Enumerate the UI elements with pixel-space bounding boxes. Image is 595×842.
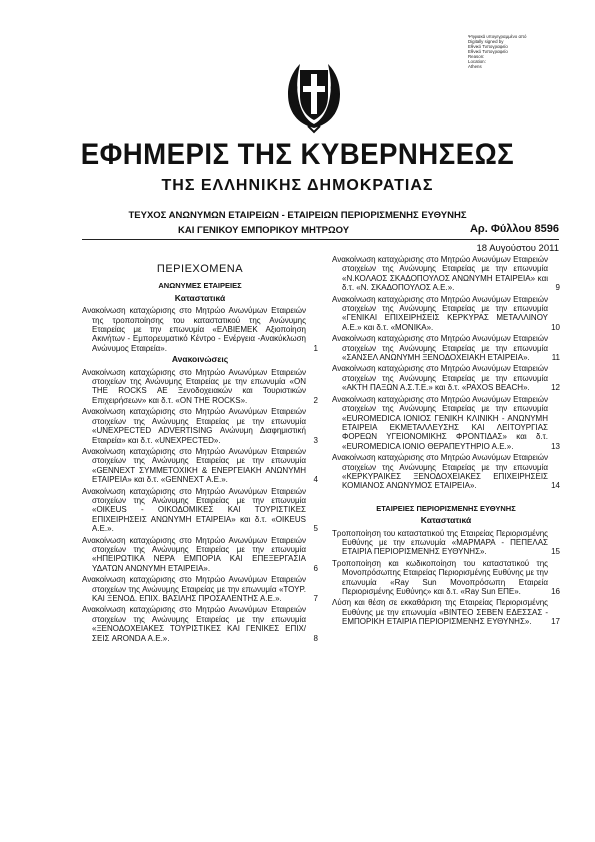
toc-left-column (82, 265, 318, 645)
toc-entry[interactable] (332, 255, 560, 293)
toc-entry[interactable] (332, 453, 560, 491)
toc-entry[interactable] (332, 364, 560, 392)
series-line-1: ΤΕΥΧΟΣ ΑΝΩΝΥΜΩΝ ΕΤΑΙΡΕΙΩΝ - ΕΤΑΙΡΕΙΩΝ ΠΕΡΙΟΡΙΣΜΕΝΗΣ ΕΥΘΥΝΗΣ (128, 210, 467, 221)
toc-entry-page: 17 (551, 617, 560, 627)
toc-entry[interactable] (82, 575, 318, 603)
toc-entry-text: Ανακοίνωση καταχώρισης στο Μητρώο Ανωνύμων Εταιρειών στοιχείων της Ανώνυμης Εταιρείας με την επωνυμία «Ν.ΚΟΛΑΟΣ ΣΚΑΔΟΠΟΥΛΟΣ ΑΝΩΝΥΜΗ ΕΤΑΙΡΕΙΑ» και δ.τ. «Ν. ΣΚΑΔΟΠΟΥΛΟΣ Α.Ε.». (332, 255, 548, 293)
toc-entry-page: 1 (313, 343, 318, 353)
toc-entry-text: Ανακοίνωση καταχώρισης στο Μητρώο Ανωνύμων Εταιρειών στοιχείων της Ανώνυμης Εταιρείας με την επωνυμία «ΤΟΥΡ. ΚΑΙ ΞΕΝΟΔ. ΕΠΙΧ. ΒΑΣΙΛΗΣ ΠΡΟΣΑΛΕΝΤΗΣ Α.Ε.». (82, 575, 306, 603)
toc-entry-text: Ανακοίνωση καταχώρισης στο Μητρώο Ανωνύμων Εταιρειών στοιχείων της Ανώνυμης Εταιρείας με την επωνυμία «ΞΕΝΟΔΟΧΕΙΑΚΕΣ ΤΟΥΡΙΣΤΙΚΕΣ ΚΑΙ ΓΕΝΙΚΕΣ ΕΠΙΧ/ΣΕΙΣ ARONDA Α.Ε.». (82, 605, 306, 643)
signature-line: Athens (468, 64, 482, 69)
toc-entry-page: 11 (551, 353, 560, 363)
toc-entry-page: 7 (313, 594, 318, 603)
section-spacer (332, 493, 560, 501)
toc-entry[interactable] (82, 487, 318, 534)
signature-line: Digitally signed by (468, 39, 504, 44)
coat-of-arms-icon (286, 58, 342, 134)
toc-entry-page: 8 (313, 633, 318, 643)
toc-entry[interactable] (82, 407, 318, 445)
subsection-heading-announcements: Ανακοινώσεις (171, 354, 229, 365)
toc-entry-page: 16 (551, 587, 560, 596)
subsection-heading-limited-statutes: Καταστατικά (420, 515, 472, 526)
toc-right-column (332, 255, 560, 629)
toc-entry-page: 5 (313, 524, 318, 534)
toc-entry-page: 6 (313, 563, 318, 573)
toc-entry-text: Τροποποίηση και κωδικοποίηση του καταστατικού της Μονοπρόσωπης Εταιρείας Περιορισμένης Ευθύνης με την επωνυμία «Ray Sun Μονοπρόσωπη Εταιρεία Περιορισμένης Ευθύνης» και δ.τ. «Ray Sun ΕΠΕ». (332, 558, 548, 596)
toc-entry[interactable] (332, 334, 560, 362)
toc-entry-page: 15 (551, 547, 560, 557)
toc-entry[interactable] (82, 605, 318, 643)
series-line-2: ΚΑΙ ΓΕΝΙΚΟΥ ΕΜΠΟΡΙΚΟΥ ΜΗΤΡΩΟΥ (178, 225, 350, 236)
toc-entry-text: Ανακοίνωση καταχώρισης στο Μητρώο Ανωνύμων Εταιρειών στοιχείων της Ανώνυμης Εταιρείας με την επωνυμία «ON THE ROCKS ΑΕ Ξενοδοχειακών και Τουριστικών Επιχειρήσεων» και δ.τ. «ON THE ROCKS». (82, 367, 306, 405)
signature-line: Reason: (468, 54, 485, 59)
toc-entry-page: 14 (551, 481, 560, 491)
toc-entry-page: 3 (313, 435, 318, 445)
subsection-heading-statutes: Καταστατικά (174, 292, 226, 303)
toc-entry[interactable] (332, 295, 560, 333)
toc-entry-text: Ανακοίνωση καταχώρισης στο Μητρώο Ανωνύμων Εταιρειών στοιχείων της Ανώνυμης Εταιρείας με την επωνυμία «ΚΕΡΚΥΡΑΙΚΕΣ ΞΕΝΟΔΟΧΕΙΑΚΕΣ ΕΠΙΧΕΙΡΗΣΕΙΣ ΚΟΜΙΑΝΟΣ ΑΝΩΝΥΜΟΣ ΕΤΑΙΡΕΙΑ». (332, 453, 548, 491)
toc-entry-text: Ανακοίνωση καταχώρισης στο Μητρώο Ανωνύμων Εταιρειών στοιχείων της Ανώνυμης Εταιρείας με την επωνυμία «GENNEXT ΣΥΜΜΕΤΟΧΙΚΗ & ΕΝΕΡΓΕΙΑΚΗ ΑΝΩΝΥΜΗ ΕΤΑΙΡΕΙΑ» και δ.τ. «GENNEXT Α.Ε.». (82, 446, 306, 485)
signature-line: Εθνικό Τυπογραφείο (468, 44, 508, 49)
toc-entry-text: Λύση και θέση σε εκκαθάριση της Εταιρείας Περιορισμένης Ευθύνης με την επωνυμία «ΒΙΝΤΕΟ ΣΕΒΕΝ ΕΔΕΣΣΑΣ - ΕΜΠΟΡΙΚΗ ΕΤΑΙΡΙΑ ΠΕΡΙΟΡΙΣΜΕΝΗΣ ΕΥΘΥΝΗΣ». (332, 598, 548, 627)
toc-entry-page: 12 (551, 383, 560, 393)
digital-signature (468, 34, 548, 69)
section-heading-limited: ΕΤΑΙΡΕΙΕΣ ΠΕΡΙΟΡΙΣΜΕΝΗΣ ΕΥΘΥΝΗΣ (376, 503, 516, 513)
section-heading-anonymous: ΑΝΩΝΥΜΕΣ ΕΤΑΙΡΕΙΕΣ (158, 281, 242, 291)
toc-entry[interactable] (82, 306, 318, 353)
gazette-title: ΕΦΗΜΕΡΙΣ ΤΗΣ ΚΥΒΕΡΝΗΣΕΩΣ (80, 138, 515, 171)
toc-title: ΠΕΡΙΕΧΟΜΕΝΑ (156, 263, 244, 275)
toc-entry-page: 4 (313, 475, 318, 485)
toc-entry[interactable] (82, 368, 318, 406)
header-divider (82, 239, 559, 240)
toc-entry-page: 13 (551, 441, 560, 451)
signature-line: Ψηφιακά υπογεγραμμένο από (468, 34, 527, 39)
issue-number: Αρ. Φύλλου 8596 (469, 223, 559, 235)
toc-entry-text: Ανακοίνωση καταχώρισης στο Μητρώο Ανωνύμων Εταιρειών στοιχείων της Ανώνυμης Εταιρείας με την επωνυμία «EUROMEDICA ΙΟΝΙΟΣ ΓΕΝΙΚΗ ΚΛΙΝΙΚΗ - ΑΝΩΝΥΜΗ ΕΤΑΙΡΕΙΑ ΕΚΜΕΤΑΛΛΕΥΣΗΣ ΚΑΙ ΛΕΙΤΟΥΡΓΙΑΣ ΦΟΡΕΩΝ ΥΓΕΙΟΝΟΜΙΚΗΣ ΦΡΟΝΤΙΔΑΣ» και δ.τ. «EUROMEDICA ΙΟΝΙΟ ΘΕΡΑΠΕΥΤΗΡΙΟ Α.Ε.». (332, 394, 548, 451)
signature-line: Εθνικό Τυπογραφείο (468, 49, 508, 54)
toc-entry-text: Τροποποίηση του καταστατικού της Εταιρείας Περιορισμένης Ευθύνης με την επωνυμία «ΜΑΡΜΑΡΑ - ΠΕΠΕΛΑΣ ΕΤΑΙΡΙΑ ΠΕΡΙΟΡΙΣΜΕΝΗΣ ΕΥΘΥΝΗΣ». (332, 528, 548, 557)
toc-entry-text: Ανακοίνωση καταχώρισης στο Μητρώο Ανωνύμων Εταιρειών στοιχείων της Ανώνυμης Εταιρείας με την επωνυμία «ΣΑΝΣΕΛ ΑΝΩΝΥΜΗ ΞΕΝΟΔΟΧΕΙΑΚΗ ΕΤΑΙΡΕΙΑ». (332, 334, 548, 363)
toc-entry-page: 9 (555, 283, 560, 293)
toc-entry-text: Ανακοίνωση καταχώρισης στο Μητρώο Ανωνύμων Εταιρειών στοιχείων της Ανώνυμης Εταιρείας με την επωνυμία «ΗΠΕΙΡΩΤΙΚΑ ΝΕΡΑ ΕΜΠΟΡΙΑ ΚΑΙ ΕΠΕΞΕΡΓΑΣΙΑ ΥΔΑΤΩΝ ΑΝΩΝΥΜΗ ΕΤΑΙΡΕΙΑ». (82, 535, 306, 573)
issue-date: 18 Αυγούστου 2011 (476, 243, 559, 254)
toc-entry[interactable] (332, 559, 560, 597)
toc-entry[interactable] (82, 447, 318, 485)
toc-entry[interactable] (332, 529, 560, 557)
gazette-subtitle: ΤΗΣ ΕΛΛΗΝΙΚΗΣ ΔΗΜΟΚΡΑΤΙΑΣ (161, 177, 434, 194)
toc-entry[interactable] (332, 598, 560, 626)
toc-entry-text: Ανακοίνωση καταχώρισης στο Μητρώο Ανωνύμων Εταιρειών της τροποποίησης του καταστατικού της Ανώνυμης Εταιρείας με την επωνυμία «ΕΛΒΙΕΜΕΚ Αξιοποίηση Ακινήτων - Εμπορευματικό Κέντρο - Ενέργεια -Ανακύκλωση Ανώνυμος Εταιρεία». (82, 306, 306, 353)
toc-entry-text: Ανακοίνωση καταχώρισης στο Μητρώο Ανωνύμων Εταιρειών στοιχείων της Ανώνυμης Εταιρείας με την επωνυμία «OIKEUS - ΟΙΚΟΔΟΜΙΚΕΣ ΚΑΙ ΤΟΥΡΙΣΤΙΚΕΣ ΕΠΙΧΕΙΡΗΣΕΙΣ ΑΝΩΝΥΜΗ ΕΤΑΙΡΕΙΑ» και δ.τ. «OIKEUS Α.Ε.». (82, 486, 306, 534)
toc-entry-page: 10 (551, 322, 560, 332)
toc-entry-text: Ανακοίνωση καταχώρισης στο Μητρώο Ανωνύμων Εταιρειών στοιχείων της Ανώνυμης Εταιρείας με την επωνυμία «ΑΚΤΗ ΠΑΞΩΝ Α.Σ.Τ.Ε.» και δ.τ. «PAXOS BEACH». (332, 364, 548, 393)
toc-entry[interactable] (332, 395, 560, 451)
toc-entry-text: Ανακοίνωση καταχώρισης στο Μητρώο Ανωνύμων Εταιρειών στοιχείων της Ανώνυμης Εταιρείας με την επωνυμία «UNEXPECTED ADVERTISING Ανώνυμη Διαφημιστική Εταιρεία» και δ.τ. «UNEXPECTED». (82, 407, 306, 445)
toc-entry-text: Ανακοίνωση καταχώρισης στο Μητρώο Ανωνύμων Εταιρειών στοιχείων της Ανώνυμης Εταιρείας με την επωνυμία «ΓΕΝΙΚΑΙ ΕΠΙΧΕΙΡΗΣΕΙΣ ΚΕΡΚΥΡΑΣ ΜΕΤΑΛΛΙΝΟΥ Α.Ε.» και δ.τ. «ΜΟΝΙΚΑ». (332, 294, 548, 332)
toc-entry-page: 2 (313, 395, 318, 405)
signature-line: Location: (468, 59, 486, 64)
toc-entry[interactable] (82, 536, 318, 574)
